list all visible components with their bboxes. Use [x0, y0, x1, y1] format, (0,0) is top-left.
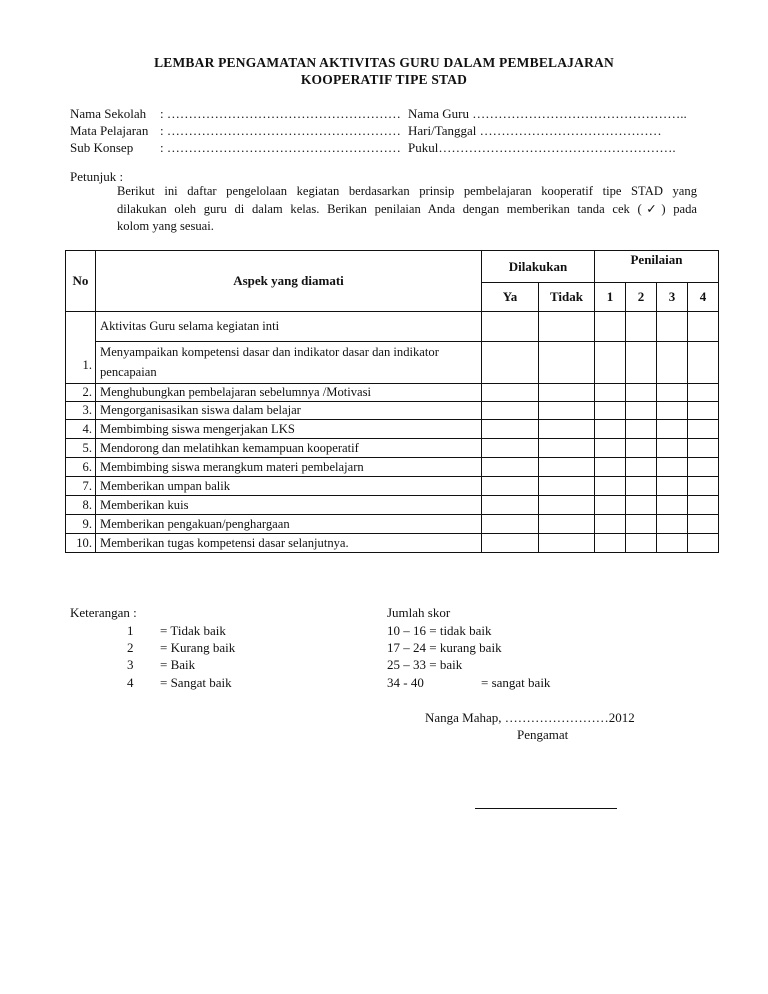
check-cell[interactable]: [657, 342, 688, 384]
check-cell[interactable]: [626, 458, 657, 477]
info-label-nama-guru: Nama Guru: [408, 106, 470, 121]
info-value-nama-guru: …………………………………………..: [469, 106, 687, 121]
table-row: [66, 496, 719, 515]
check-cell[interactable]: [539, 496, 595, 515]
check-cell[interactable]: [626, 477, 657, 496]
table-row: [66, 384, 719, 402]
row-no-6: 6.: [66, 458, 96, 477]
check-cell[interactable]: [595, 458, 626, 477]
check-cell[interactable]: [657, 402, 688, 420]
row-aspek-10: Memberikan tugas kompetensi dasar selanjutnya.: [96, 534, 482, 553]
info-right-hari-tanggal: [408, 123, 662, 139]
check-cell[interactable]: [657, 384, 688, 402]
info-label-mata-pelajaran: Mata Pelajaran: [70, 123, 149, 138]
check-cell[interactable]: [482, 312, 539, 342]
check-cell[interactable]: [595, 496, 626, 515]
check-cell[interactable]: [626, 534, 657, 553]
jumlah-skor-range-2: 17 – 24 = kurang baik: [387, 640, 502, 655]
keterangan-desc-2: = Kurang baik: [160, 640, 236, 655]
row-aspek-1: [96, 342, 482, 384]
check-cell[interactable]: [688, 342, 719, 384]
check-cell[interactable]: [657, 420, 688, 439]
row-no-9: 9.: [66, 515, 96, 534]
info-right-nama-guru: [408, 106, 687, 122]
check-cell[interactable]: [482, 420, 539, 439]
signature-role: Pengamat: [517, 727, 569, 742]
signature-line: [475, 808, 617, 809]
check-cell[interactable]: [539, 342, 595, 384]
row-aspek-1-line1: Menyampaikan kompetensi dasar dan indikator dasar dan indikator: [100, 345, 439, 359]
row-aspek-4: Membimbing siswa mengerjakan LKS: [96, 420, 482, 439]
petunjuk-line-1: Berikut ini daftar pengelolaan kegiatan berdasarkan prinsip pembelajaran kooperatif tipe STAD yang: [117, 184, 697, 198]
check-cell[interactable]: [595, 439, 626, 458]
info-right-pukul: [408, 140, 676, 156]
table-row: [66, 439, 719, 458]
header-aspek: Aspek yang diamati: [96, 251, 482, 312]
check-cell[interactable]: [657, 534, 688, 553]
check-cell[interactable]: [688, 384, 719, 402]
check-cell[interactable]: [595, 402, 626, 420]
check-cell[interactable]: [657, 477, 688, 496]
check-cell[interactable]: [626, 515, 657, 534]
table-row: [66, 420, 719, 439]
check-cell[interactable]: [626, 496, 657, 515]
check-cell[interactable]: [688, 439, 719, 458]
check-cell[interactable]: [626, 439, 657, 458]
row-aspek-7: Memberikan umpan balik: [96, 477, 482, 496]
check-cell[interactable]: [626, 342, 657, 384]
check-cell[interactable]: [482, 384, 539, 402]
check-cell[interactable]: [539, 384, 595, 402]
check-cell[interactable]: [539, 312, 595, 342]
info-value-nama-sekolah: : ………………………………………………: [160, 106, 401, 121]
check-cell[interactable]: [482, 402, 539, 420]
check-cell[interactable]: [688, 312, 719, 342]
check-cell[interactable]: [595, 384, 626, 402]
check-cell[interactable]: [657, 515, 688, 534]
row-no-4: 4.: [66, 420, 96, 439]
info-value-sub-konsep: : ………………………………………………: [160, 140, 401, 155]
row-aspek-9: Memberikan pengakuan/penghargaan: [96, 515, 482, 534]
check-cell[interactable]: [688, 420, 719, 439]
table-row: [66, 342, 719, 384]
info-label-nama-sekolah: Nama Sekolah: [70, 106, 147, 121]
header-dilakukan: Dilakukan: [482, 251, 595, 283]
check-cell[interactable]: [626, 312, 657, 342]
check-cell[interactable]: [482, 477, 539, 496]
jumlah-skor-range-3: 25 – 33 = baik: [387, 657, 463, 672]
row-aspek-3: Mengorganisasikan siswa dalam belajar: [96, 402, 482, 420]
row-no-10: 10.: [66, 534, 96, 553]
keterangan-num-3: 3: [127, 657, 134, 672]
table-row-section: [66, 312, 719, 342]
row-no-8: 8.: [66, 496, 96, 515]
check-cell[interactable]: [482, 534, 539, 553]
row-aspek-2: Menghubungkan pembelajaran sebelumnya /Motivasi: [96, 384, 482, 402]
check-cell[interactable]: [688, 402, 719, 420]
check-cell[interactable]: [539, 402, 595, 420]
row-aspek-6: Membimbing siswa merangkum materi pembelajarn: [96, 458, 482, 477]
table-row: [66, 402, 719, 420]
table-row: [66, 477, 719, 496]
check-cell[interactable]: [688, 515, 719, 534]
check-cell[interactable]: [688, 534, 719, 553]
check-cell[interactable]: [595, 420, 626, 439]
header-tidak: Tidak: [539, 283, 595, 312]
info-label-hari-tanggal: Hari/Tanggal: [408, 123, 477, 138]
check-cell[interactable]: [539, 515, 595, 534]
jumlah-skor-range-4: 34 - 40: [387, 675, 424, 690]
jumlah-skor-label: Jumlah skor: [387, 605, 451, 620]
header-score-3: 3: [657, 283, 688, 312]
check-cell[interactable]: [595, 342, 626, 384]
row-no-5: 5.: [66, 439, 96, 458]
check-cell[interactable]: [595, 515, 626, 534]
check-cell[interactable]: [626, 402, 657, 420]
info-value-hari-tanggal: ……………………………………: [476, 123, 662, 138]
keterangan-desc-4: = Sangat baik: [160, 675, 232, 690]
header-score-1: 1: [595, 283, 626, 312]
document-title-line1: LEMBAR PENGAMATAN AKTIVITAS GURU DALAM PEMBELAJARAN: [154, 55, 614, 70]
check-cell[interactable]: [595, 477, 626, 496]
info-value-mata-pelajaran: : ………………………………………………: [160, 123, 401, 138]
check-cell[interactable]: [539, 439, 595, 458]
check-cell[interactable]: [539, 420, 595, 439]
info-value-pukul: ……………………………………………….: [438, 140, 676, 155]
check-cell[interactable]: [688, 458, 719, 477]
signature-place-date: Nanga Mahap, ……………………2012: [425, 710, 635, 725]
petunjuk-text: [117, 183, 697, 236]
header-no: No: [66, 251, 96, 312]
keterangan-desc-3: = Baik: [160, 657, 196, 672]
row-no-3: 3.: [66, 402, 96, 420]
check-cell[interactable]: [539, 477, 595, 496]
check-cell[interactable]: [482, 515, 539, 534]
keterangan-desc-1: = Tidak baik: [160, 623, 226, 638]
keterangan-num-4: 4: [127, 675, 134, 690]
check-cell[interactable]: [657, 439, 688, 458]
check-cell[interactable]: [482, 458, 539, 477]
check-cell[interactable]: [688, 496, 719, 515]
check-cell[interactable]: [626, 384, 657, 402]
check-cell[interactable]: [482, 342, 539, 384]
table-row: [66, 534, 719, 553]
check-cell[interactable]: [626, 420, 657, 439]
header-ya: Ya: [482, 283, 539, 312]
check-cell[interactable]: [688, 477, 719, 496]
row-no-1: 1.: [66, 312, 96, 384]
row-no-2: 2.: [66, 384, 96, 402]
info-label-sub-konsep: Sub Konsep: [70, 140, 134, 155]
petunjuk-line-2: dilakukan oleh guru di dalam kelas. Berikan penilaian Anda dengan memberikan tanda cek (✓) pada: [117, 201, 697, 216]
header-score-4: 4: [688, 283, 719, 312]
check-cell[interactable]: [595, 312, 626, 342]
row-no-7: 7.: [66, 477, 96, 496]
info-label-pukul: Pukul: [408, 140, 439, 155]
observation-table: [65, 250, 719, 553]
keterangan-num-1: 1: [127, 623, 134, 638]
table-row: [66, 515, 719, 534]
petunjuk-label: Petunjuk :: [70, 169, 124, 184]
petunjuk-line-3: kolom yang sesuai.: [117, 219, 214, 233]
check-cell[interactable]: [539, 458, 595, 477]
document-title-line2: KOOPERATIF TIPE STAD: [300, 72, 468, 87]
check-cell[interactable]: [657, 312, 688, 342]
check-cell[interactable]: [482, 439, 539, 458]
check-cell[interactable]: [657, 458, 688, 477]
section-title: Aktivitas Guru selama kegiatan inti: [96, 312, 482, 342]
check-cell[interactable]: [539, 534, 595, 553]
header-penilaian: Penilaian: [595, 251, 719, 283]
header-score-2: 2: [626, 283, 657, 312]
keterangan-label: Keterangan :: [70, 605, 137, 620]
table-row: [66, 458, 719, 477]
check-cell[interactable]: [595, 534, 626, 553]
row-aspek-8: Memberikan kuis: [96, 496, 482, 515]
keterangan-num-2: 2: [127, 640, 134, 655]
jumlah-skor-desc-4: = sangat baik: [481, 675, 551, 690]
row-aspek-5: Mendorong dan melatihkan kemampuan kooperatif: [96, 439, 482, 458]
jumlah-skor-range-1: 10 – 16 = tidak baik: [387, 623, 492, 638]
row-aspek-1-line2: pencapaian: [100, 365, 157, 379]
check-cell[interactable]: [657, 496, 688, 515]
check-cell[interactable]: [482, 496, 539, 515]
